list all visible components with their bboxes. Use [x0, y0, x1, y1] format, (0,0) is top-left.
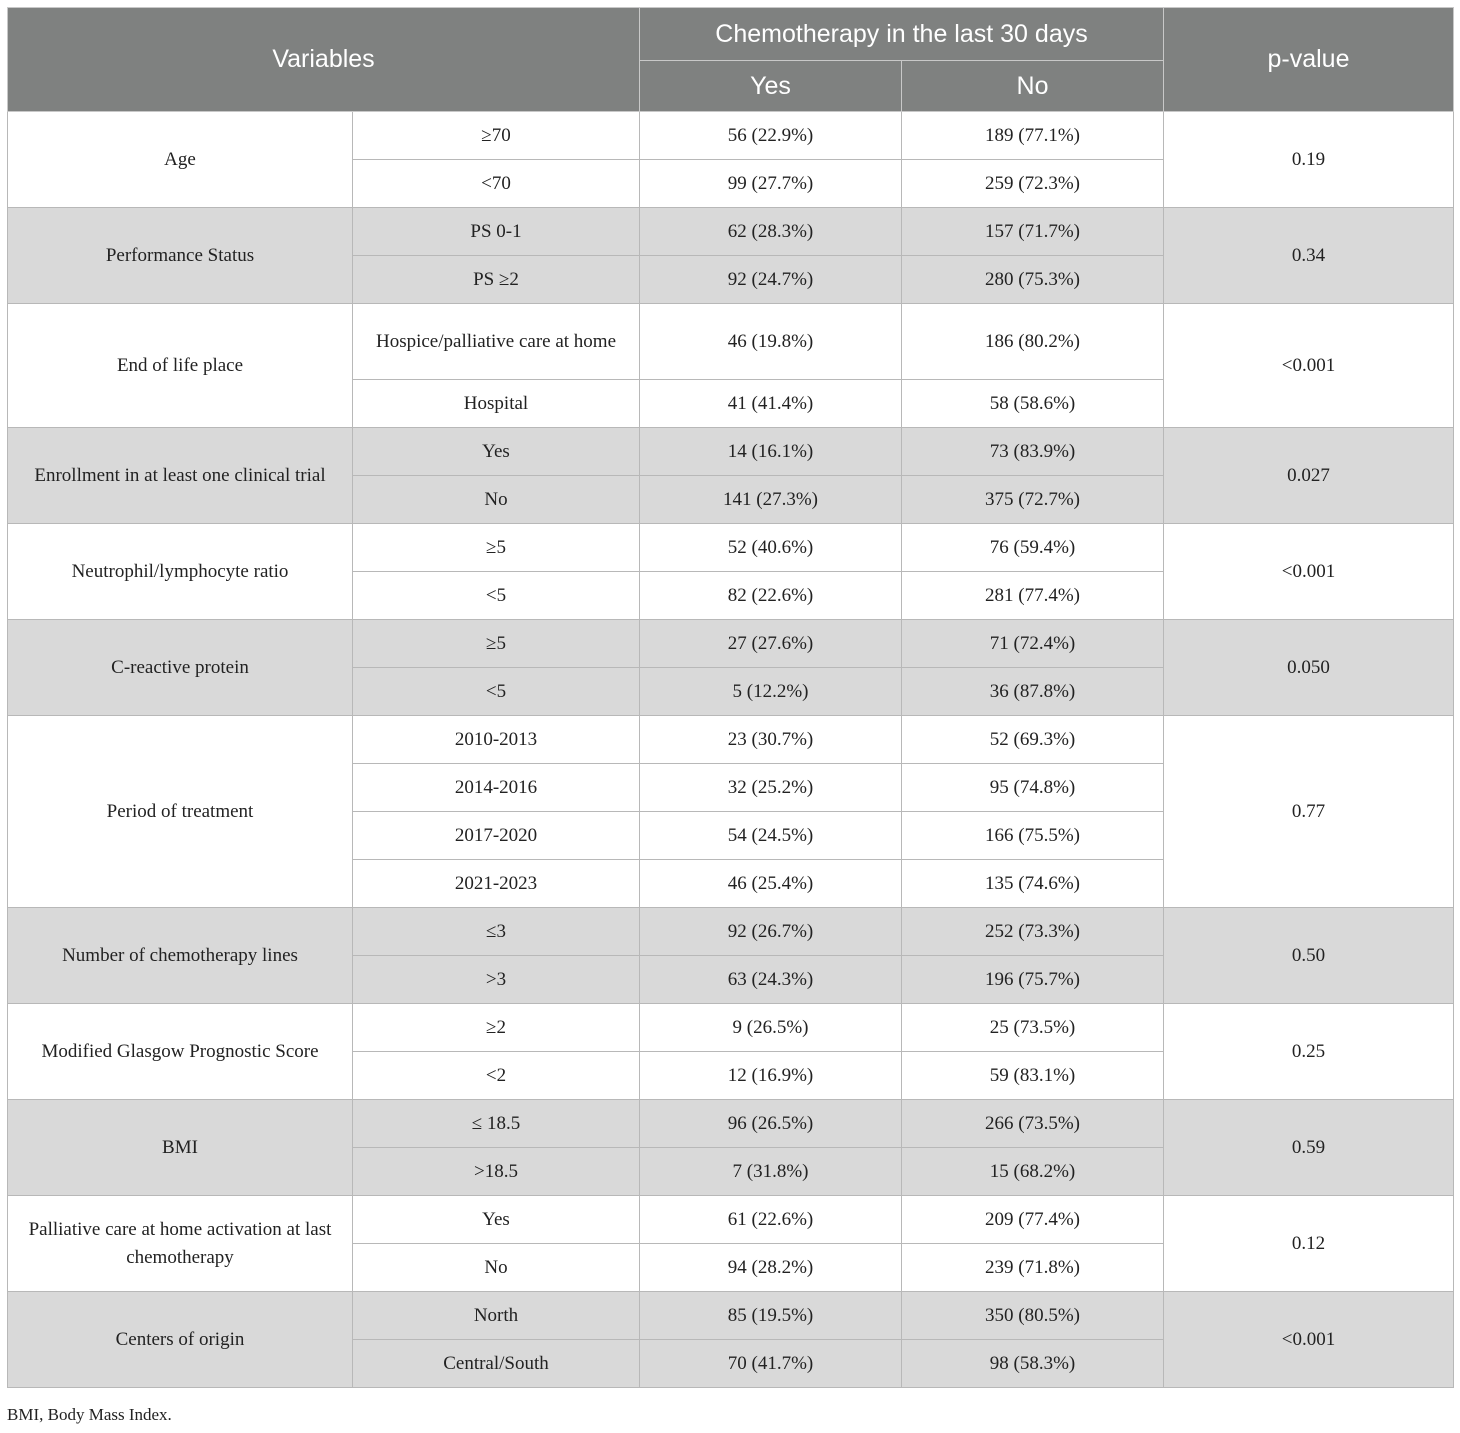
p-value-cell: 0.25	[1164, 1004, 1454, 1100]
no-cell: 186 (80.2%)	[902, 304, 1164, 380]
no-cell: 15 (68.2%)	[902, 1148, 1164, 1196]
header-chemotherapy-group: Chemotherapy in the last 30 days	[640, 8, 1164, 61]
level-cell: Hospice/palliative care at home	[353, 304, 640, 380]
level-cell: <2	[353, 1052, 640, 1100]
level-cell: 2014-2016	[353, 764, 640, 812]
level-cell: No	[353, 476, 640, 524]
level-cell: ≥2	[353, 1004, 640, 1052]
yes-cell: 62 (28.3%)	[640, 208, 902, 256]
yes-cell: 99 (27.7%)	[640, 160, 902, 208]
variable-cell: Centers of origin	[8, 1292, 353, 1388]
variable-cell: Number of chemotherapy lines	[8, 908, 353, 1004]
yes-cell: 92 (24.7%)	[640, 256, 902, 304]
level-cell: 2017-2020	[353, 812, 640, 860]
p-value-cell: <0.001	[1164, 304, 1454, 428]
table-row	[8, 908, 1454, 956]
variable-cell: End of life place	[8, 304, 353, 428]
yes-cell: 12 (16.9%)	[640, 1052, 902, 1100]
variable-cell: Neutrophil/lymphocyte ratio	[8, 524, 353, 620]
no-cell: 95 (74.8%)	[902, 764, 1164, 812]
variable-cell: Palliative care at home activation at last chemotherapy	[8, 1196, 353, 1292]
variable-cell: Period of treatment	[8, 716, 353, 908]
yes-cell: 61 (22.6%)	[640, 1196, 902, 1244]
yes-cell: 52 (40.6%)	[640, 524, 902, 572]
table-body	[8, 112, 1454, 1388]
level-cell: PS 0-1	[353, 208, 640, 256]
table-footnote: BMI, Body Mass Index.	[7, 1405, 172, 1424]
variable-cell: C-reactive protein	[8, 620, 353, 716]
level-cell: Yes	[353, 1196, 640, 1244]
no-cell: 252 (73.3%)	[902, 908, 1164, 956]
table-row	[8, 304, 1454, 380]
no-cell: 259 (72.3%)	[902, 160, 1164, 208]
p-value-cell: 0.027	[1164, 428, 1454, 524]
level-cell: ≥5	[353, 524, 640, 572]
yes-cell: 82 (22.6%)	[640, 572, 902, 620]
results-table	[7, 7, 1454, 1388]
yes-cell: 7 (31.8%)	[640, 1148, 902, 1196]
yes-cell: 56 (22.9%)	[640, 112, 902, 160]
yes-cell: 94 (28.2%)	[640, 1244, 902, 1292]
yes-cell: 14 (16.1%)	[640, 428, 902, 476]
yes-cell: 23 (30.7%)	[640, 716, 902, 764]
yes-cell: 46 (25.4%)	[640, 860, 902, 908]
level-cell: Hospital	[353, 380, 640, 428]
table-row	[8, 620, 1454, 668]
level-cell: North	[353, 1292, 640, 1340]
table-row	[8, 112, 1454, 160]
level-cell: 2010-2013	[353, 716, 640, 764]
yes-cell: 32 (25.2%)	[640, 764, 902, 812]
results-table-container	[7, 7, 1453, 1388]
yes-cell: 92 (26.7%)	[640, 908, 902, 956]
no-cell: 58 (58.6%)	[902, 380, 1164, 428]
yes-cell: 85 (19.5%)	[640, 1292, 902, 1340]
no-cell: 52 (69.3%)	[902, 716, 1164, 764]
p-value-cell: 0.77	[1164, 716, 1454, 908]
table-row	[8, 1292, 1454, 1340]
no-cell: 135 (74.6%)	[902, 860, 1164, 908]
no-cell: 73 (83.9%)	[902, 428, 1164, 476]
no-cell: 375 (72.7%)	[902, 476, 1164, 524]
level-cell: <70	[353, 160, 640, 208]
table-row	[8, 428, 1454, 476]
no-cell: 166 (75.5%)	[902, 812, 1164, 860]
p-value-cell: 0.050	[1164, 620, 1454, 716]
table-row	[8, 524, 1454, 572]
p-value-cell: 0.34	[1164, 208, 1454, 304]
no-cell: 196 (75.7%)	[902, 956, 1164, 1004]
yes-cell: 70 (41.7%)	[640, 1340, 902, 1388]
no-cell: 281 (77.4%)	[902, 572, 1164, 620]
level-cell: No	[353, 1244, 640, 1292]
no-cell: 350 (80.5%)	[902, 1292, 1164, 1340]
table-row	[8, 208, 1454, 256]
no-cell: 25 (73.5%)	[902, 1004, 1164, 1052]
no-cell: 76 (59.4%)	[902, 524, 1164, 572]
no-cell: 157 (71.7%)	[902, 208, 1164, 256]
yes-cell: 46 (19.8%)	[640, 304, 902, 380]
yes-cell: 96 (26.5%)	[640, 1100, 902, 1148]
p-value-cell: 0.12	[1164, 1196, 1454, 1292]
p-value-cell: <0.001	[1164, 1292, 1454, 1388]
no-cell: 71 (72.4%)	[902, 620, 1164, 668]
header-p-value: p-value	[1164, 8, 1454, 112]
table-row	[8, 1004, 1454, 1052]
level-cell: <5	[353, 572, 640, 620]
yes-cell: 54 (24.5%)	[640, 812, 902, 860]
variable-cell: Modified Glasgow Prognostic Score	[8, 1004, 353, 1100]
table-row	[8, 716, 1454, 764]
no-cell: 209 (77.4%)	[902, 1196, 1164, 1244]
variable-cell: BMI	[8, 1100, 353, 1196]
level-cell: Yes	[353, 428, 640, 476]
p-value-cell: 0.59	[1164, 1100, 1454, 1196]
level-cell: PS ≥2	[353, 256, 640, 304]
table-row	[8, 1100, 1454, 1148]
level-cell: Central/South	[353, 1340, 640, 1388]
yes-cell: 27 (27.6%)	[640, 620, 902, 668]
variable-cell: Enrollment in at least one clinical trial	[8, 428, 353, 524]
level-cell: ≥70	[353, 112, 640, 160]
no-cell: 266 (73.5%)	[902, 1100, 1164, 1148]
p-value-cell: <0.001	[1164, 524, 1454, 620]
no-cell: 59 (83.1%)	[902, 1052, 1164, 1100]
level-cell: <5	[353, 668, 640, 716]
p-value-cell: 0.50	[1164, 908, 1454, 1004]
yes-cell: 9 (26.5%)	[640, 1004, 902, 1052]
level-cell: ≤ 18.5	[353, 1100, 640, 1148]
yes-cell: 41 (41.4%)	[640, 380, 902, 428]
header-variables: Variables	[8, 8, 640, 112]
level-cell: >18.5	[353, 1148, 640, 1196]
header-no: No	[902, 61, 1164, 112]
no-cell: 189 (77.1%)	[902, 112, 1164, 160]
level-cell: ≥5	[353, 620, 640, 668]
no-cell: 36 (87.8%)	[902, 668, 1164, 716]
yes-cell: 5 (12.2%)	[640, 668, 902, 716]
level-cell: ≤3	[353, 908, 640, 956]
variable-cell: Performance Status	[8, 208, 353, 304]
yes-cell: 63 (24.3%)	[640, 956, 902, 1004]
level-cell: >3	[353, 956, 640, 1004]
table-row	[8, 1196, 1454, 1244]
no-cell: 98 (58.3%)	[902, 1340, 1164, 1388]
table-header	[8, 8, 1454, 112]
variable-cell: Age	[8, 112, 353, 208]
no-cell: 280 (75.3%)	[902, 256, 1164, 304]
p-value-cell: 0.19	[1164, 112, 1454, 208]
header-yes: Yes	[640, 61, 902, 112]
level-cell: 2021-2023	[353, 860, 640, 908]
no-cell: 239 (71.8%)	[902, 1244, 1164, 1292]
yes-cell: 141 (27.3%)	[640, 476, 902, 524]
